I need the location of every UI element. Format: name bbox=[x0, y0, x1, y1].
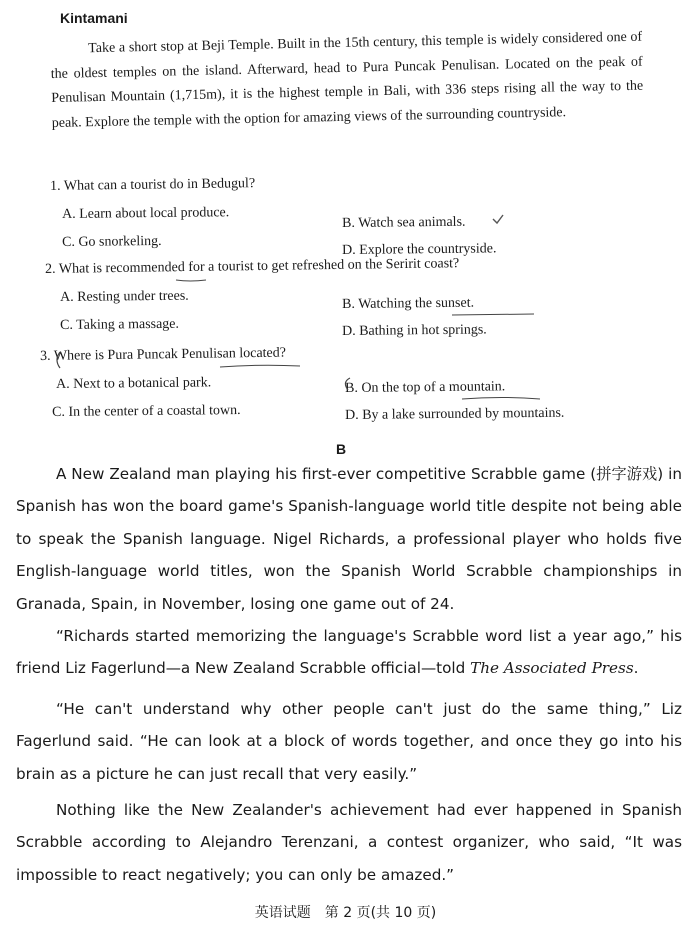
passage-b-paragraph-1: A New Zealand man playing his first-ever competitive Scrabble game (拼字游戏) in Spanish has won the board game's Spanish-language world title despite not being able to speak the Spanish language. Nigel Richards, a professional player who holds five English-language world titles, won the Spanish World Scrabble championships in Granada, Spain, in November, losing one game out of 24. bbox=[16, 465, 682, 613]
passage-a-text: Take a short stop at Beji Temple. Built in the 15th century, this temple is widely considered one of the oldest temples on the island. Afterward, head to Pura Puncak Penulisan. Located on the peak of Penulisan Mountain (1,715m), it is the highest temple in Bali, with 336 steps rising all the way to the peak. Explore the temple with the option for amazing views of the surrounding countryside. bbox=[50, 29, 644, 131]
pen-mark-underline-recommended bbox=[176, 280, 206, 281]
question-2-option-a: A. Resting under trees. bbox=[60, 288, 189, 305]
passage-b-paragraph-3: “He can't understand why other people can't just do the same thing,” Liz Fagerlund said. “He can look at a block of words together, and once they go into his brain as a picture he can just recall that very easily.” bbox=[16, 699, 682, 783]
passage-b-paragraph-4: Nothing like the New Zealander's achievement had ever happened in Spanish Scrabble according to Alejandro Terenzani, a contest organizer, who said, “It was impossible to react negatively; you can only be amazed.” bbox=[16, 801, 682, 884]
passage-b-paragraph-2-end: . bbox=[633, 659, 639, 678]
section-b-label: B bbox=[336, 441, 347, 457]
passage-b bbox=[16, 458, 682, 891]
question-3-option-a: A. Next to a botanical park. bbox=[56, 375, 212, 392]
passage-b-paragraph-2 bbox=[16, 620, 682, 685]
handwriting-marks bbox=[0, 0, 691, 460]
question-2-stem: 2. What is recommended for a tourist to get refreshed on the Seririt coast? bbox=[45, 256, 460, 277]
question-2-option-b: B. Watching the sunset. bbox=[342, 295, 475, 312]
question-3-option-b: B. On the top of a mountain. bbox=[345, 379, 506, 396]
pen-mark-underline-sunset bbox=[452, 314, 534, 315]
question-3-option-c: C. In the center of a coastal town. bbox=[52, 403, 241, 420]
passage-b-paragraph-2-text: “Richards started memorizing the language's Scrabble word list a year ago,” his friend Liz Fagerlund—a New Zealand Scrabble official—told bbox=[16, 627, 682, 678]
question-1-option-c: C. Go snorkeling. bbox=[62, 233, 162, 250]
question-1-option-b: B. Watch sea animals. bbox=[342, 214, 466, 231]
question-1-option-d: D. Explore the countryside. bbox=[342, 241, 497, 258]
question-3-option-d: D. By a lake surrounded by mountains. bbox=[345, 405, 565, 423]
pen-mark-bracket bbox=[57, 352, 60, 368]
pen-mark-circle-b bbox=[345, 378, 350, 390]
page-footer: 英语试题 第 2 页(共 10 页) bbox=[254, 905, 437, 921]
passage-b-source-name: The Associated Press bbox=[470, 659, 634, 678]
pen-mark-check bbox=[493, 215, 503, 223]
question-3-stem: 3. Where is Pura Puncak Penulisan located? bbox=[40, 345, 287, 364]
pen-mark-underline-mountain bbox=[462, 398, 540, 400]
pen-mark-underline-peak bbox=[220, 365, 300, 367]
question-2-option-d: D. Bathing in hot springs. bbox=[342, 322, 487, 339]
question-1-stem: 1. What can a tourist do in Bedugul? bbox=[50, 176, 256, 194]
section-heading-kintamani: Kintamani bbox=[60, 10, 128, 26]
question-1-option-a: A. Learn about local produce. bbox=[62, 205, 230, 222]
question-2-option-c: C. Taking a massage. bbox=[60, 316, 180, 333]
